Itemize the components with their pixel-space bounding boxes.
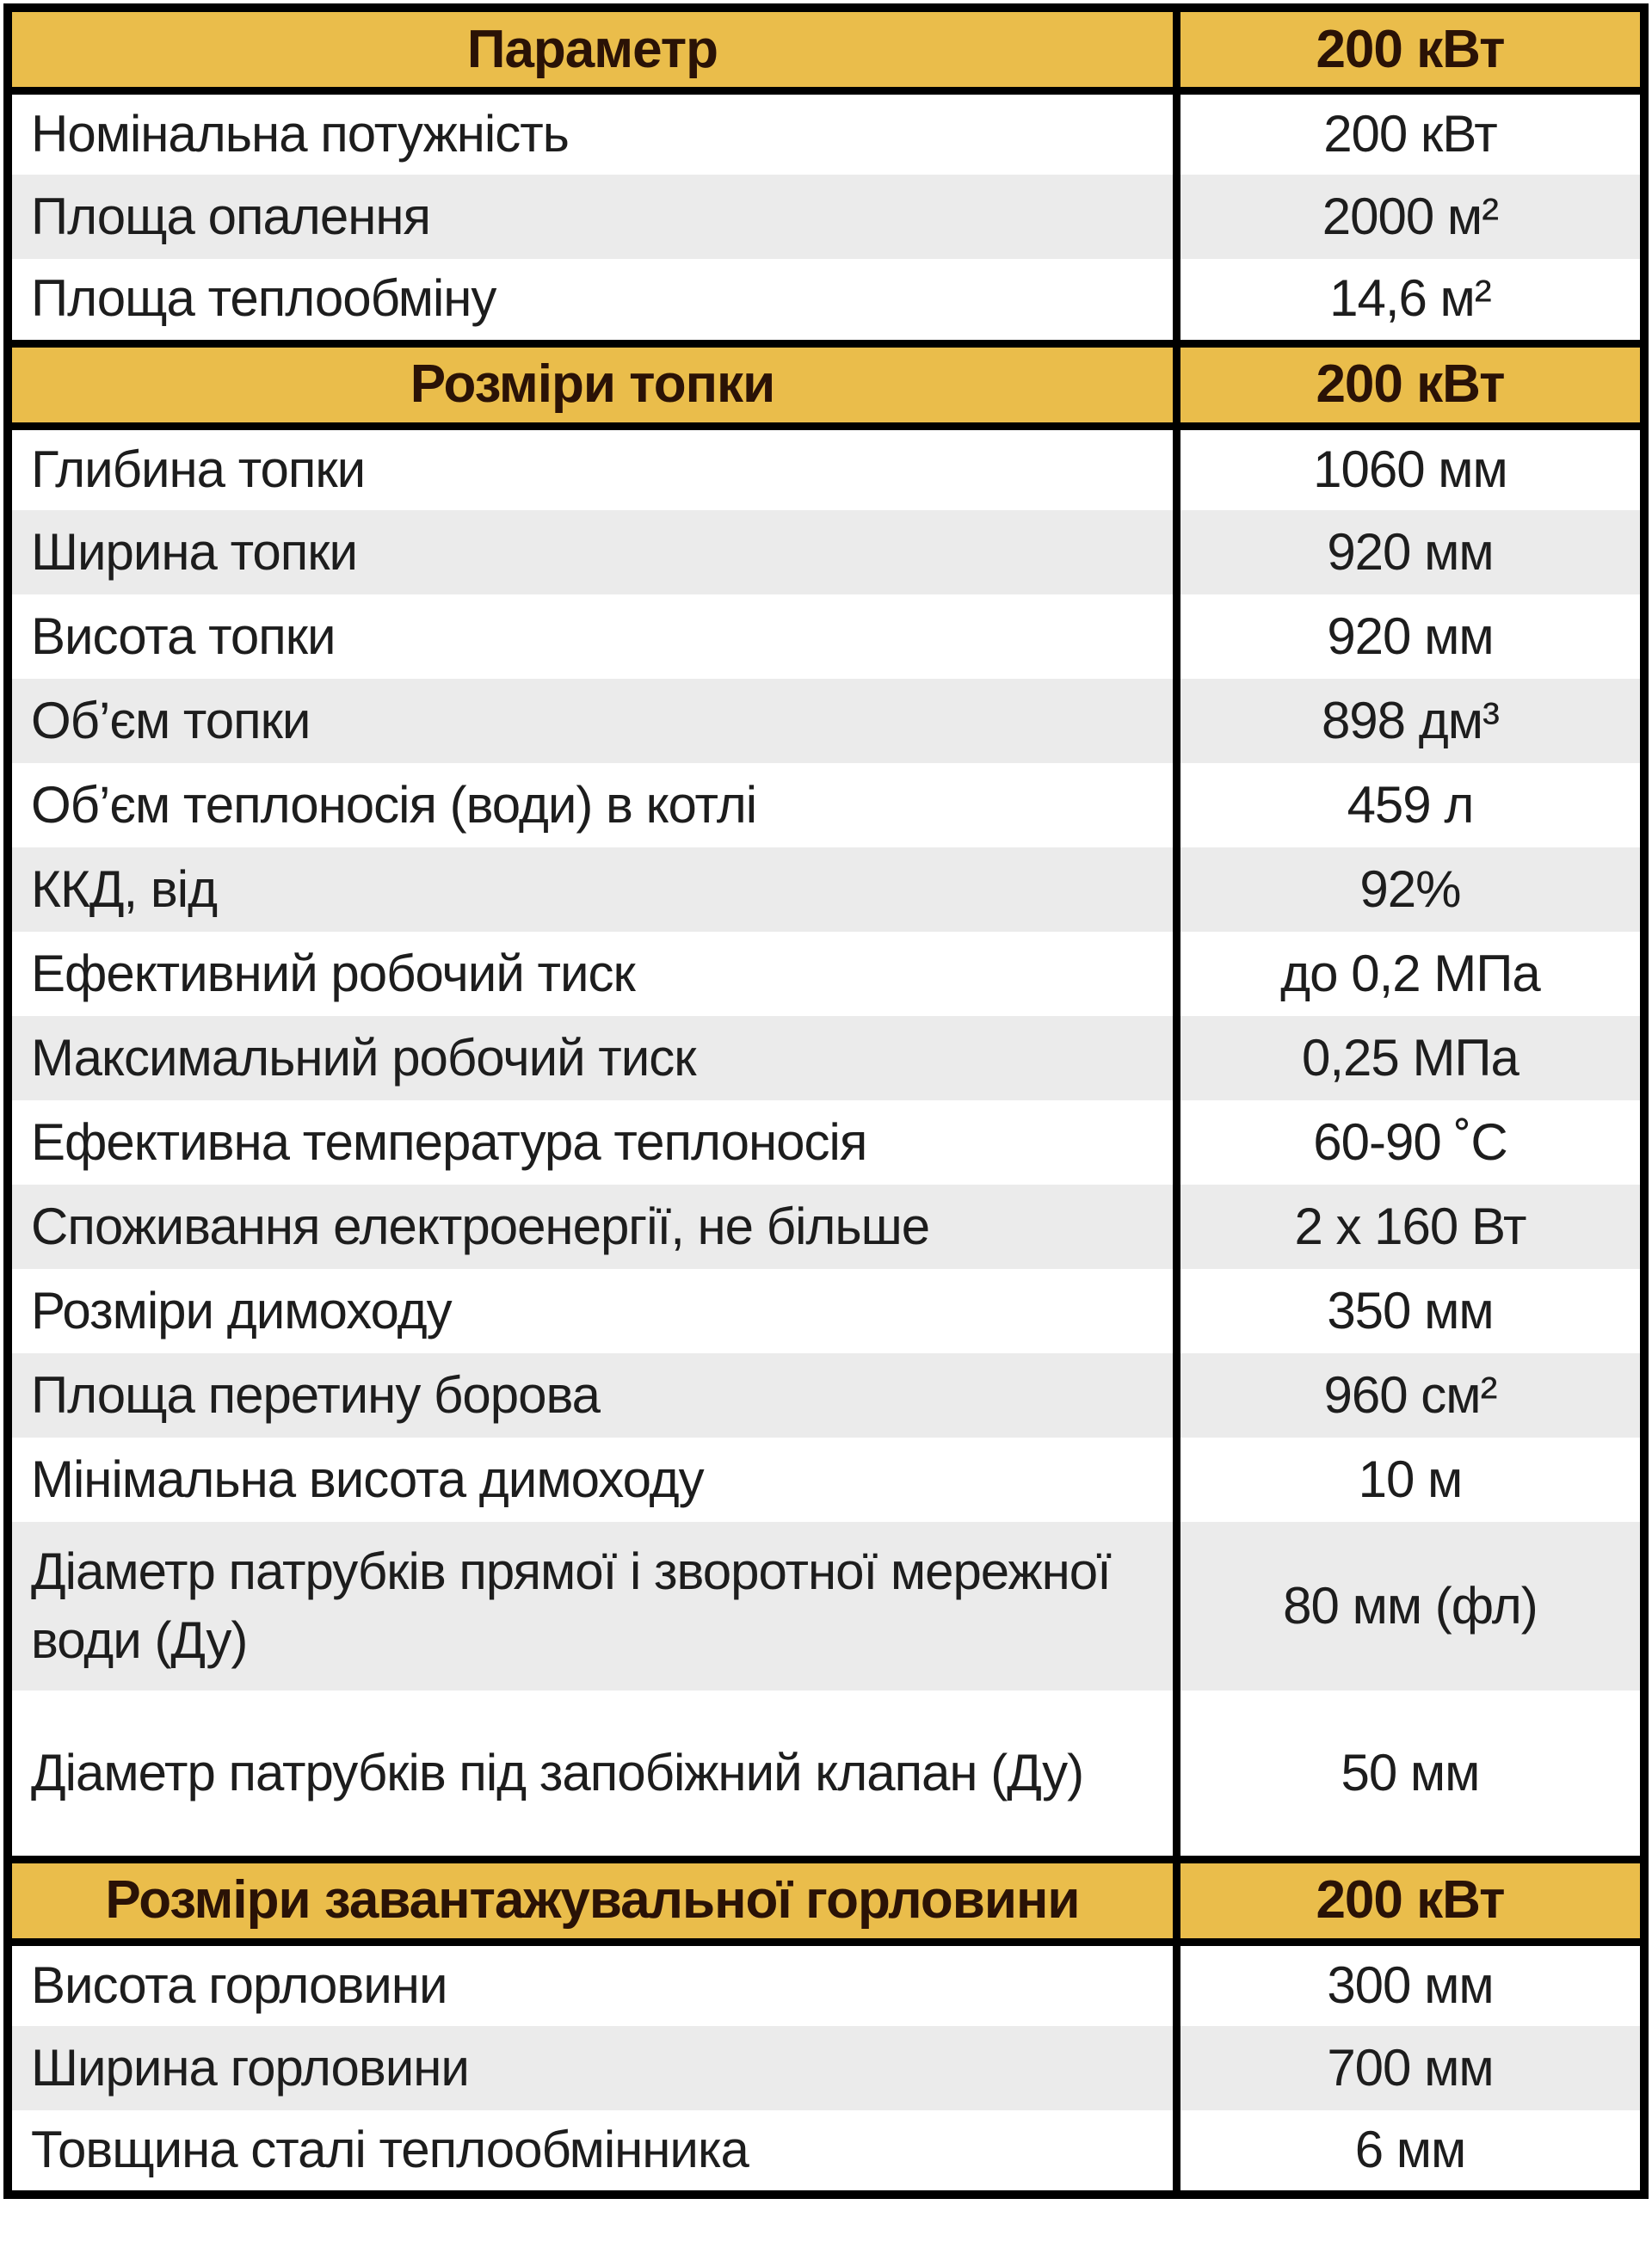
- spec-row: [8, 1438, 1644, 1522]
- param-value-cell: 2000 м²: [1176, 175, 1644, 259]
- param-value-cell: 60-90 ˚С: [1176, 1100, 1644, 1185]
- param-label-cell: Висота топки: [8, 594, 1176, 679]
- param-value-cell: 459 л: [1176, 763, 1644, 847]
- spec-row: [8, 847, 1644, 932]
- param-label-cell: Площа перетину борова: [8, 1353, 1176, 1438]
- param-label-cell: Об’єм топки: [8, 679, 1176, 763]
- section-title-cell: Параметр: [8, 8, 1176, 90]
- param-label-cell: Глибина топки: [8, 426, 1176, 510]
- param-label-cell: Висота горловини: [8, 1942, 1176, 2026]
- param-label-cell: Споживання електроенергії, не більше: [8, 1185, 1176, 1269]
- param-label-cell: Ширина горловини: [8, 2026, 1176, 2110]
- param-label-cell: ККД, від: [8, 847, 1176, 932]
- spec-row: [8, 1942, 1644, 2026]
- param-label-cell: Номінальна потужність: [8, 90, 1176, 175]
- section-header-row: [8, 343, 1644, 426]
- param-label-cell: Ефективна температура теплоносія: [8, 1100, 1176, 1185]
- spec-row: [8, 426, 1644, 510]
- spec-row: [8, 1522, 1644, 1690]
- param-label-cell: Об’єм теплоносія (води) в котлі: [8, 763, 1176, 847]
- param-value-cell: 920 мм: [1176, 594, 1644, 679]
- param-label-cell: Ширина топки: [8, 510, 1176, 594]
- spec-row: [8, 1353, 1644, 1438]
- param-value-cell: 200 кВт: [1176, 90, 1644, 175]
- spec-row: [8, 594, 1644, 679]
- spec-row: [8, 510, 1644, 594]
- spec-row: [8, 175, 1644, 259]
- param-value-cell: 6 мм: [1176, 2110, 1644, 2195]
- param-value-cell: 80 мм (фл): [1176, 1522, 1644, 1690]
- section-header-row: [8, 8, 1644, 90]
- param-value-cell: 350 мм: [1176, 1269, 1644, 1353]
- param-value-cell: 300 мм: [1176, 1942, 1644, 2026]
- section-title-cell: Розміри топки: [8, 343, 1176, 426]
- param-value-cell: 92%: [1176, 847, 1644, 932]
- param-value-cell: 920 мм: [1176, 510, 1644, 594]
- param-value-cell: 1060 мм: [1176, 426, 1644, 510]
- section-power-cell: 200 кВт: [1176, 1859, 1644, 1942]
- specs-table: [3, 3, 1649, 2199]
- section-power-cell: 200 кВт: [1176, 8, 1644, 90]
- spec-row: [8, 763, 1644, 847]
- param-value-cell: 10 м: [1176, 1438, 1644, 1522]
- param-value-cell: 0,25 МПа: [1176, 1016, 1644, 1100]
- param-value-cell: 700 мм: [1176, 2026, 1644, 2110]
- section-title-cell: Розміри завантажувальної горловини: [8, 1859, 1176, 1942]
- param-label-cell: Діаметр патрубків під запобіжний клапан (Ду): [8, 1690, 1176, 1859]
- param-value-cell: 50 мм: [1176, 1690, 1644, 1859]
- spec-row: [8, 1269, 1644, 1353]
- param-value-cell: 2 х 160 Вт: [1176, 1185, 1644, 1269]
- spec-row: [8, 1185, 1644, 1269]
- param-label-cell: Розміри димоходу: [8, 1269, 1176, 1353]
- param-label-cell: Мінімальна висота димоходу: [8, 1438, 1176, 1522]
- param-value-cell: 14,6 м²: [1176, 259, 1644, 343]
- param-label-cell: Товщина сталі теплообмінника: [8, 2110, 1176, 2195]
- param-label-cell: Площа опалення: [8, 175, 1176, 259]
- spec-row: [8, 1100, 1644, 1185]
- param-value-cell: 898 дм³: [1176, 679, 1644, 763]
- spec-row: [8, 90, 1644, 175]
- spec-row: [8, 2110, 1644, 2195]
- spec-row: [8, 932, 1644, 1016]
- param-label-cell: Максимальний робочий тиск: [8, 1016, 1176, 1100]
- spec-row: [8, 2026, 1644, 2110]
- spec-row: [8, 259, 1644, 343]
- specs-table-body: [8, 8, 1644, 2195]
- spec-row: [8, 1016, 1644, 1100]
- param-value-cell: до 0,2 МПа: [1176, 932, 1644, 1016]
- param-label-cell: Діаметр патрубків прямої і зворотної мережної води (Ду): [8, 1522, 1176, 1690]
- section-header-row: [8, 1859, 1644, 1942]
- section-power-cell: 200 кВт: [1176, 343, 1644, 426]
- param-label-cell: Ефективний робочий тиск: [8, 932, 1176, 1016]
- param-label-cell: Площа теплообміну: [8, 259, 1176, 343]
- spec-row: [8, 679, 1644, 763]
- spec-row: [8, 1690, 1644, 1859]
- param-value-cell: 960 см²: [1176, 1353, 1644, 1438]
